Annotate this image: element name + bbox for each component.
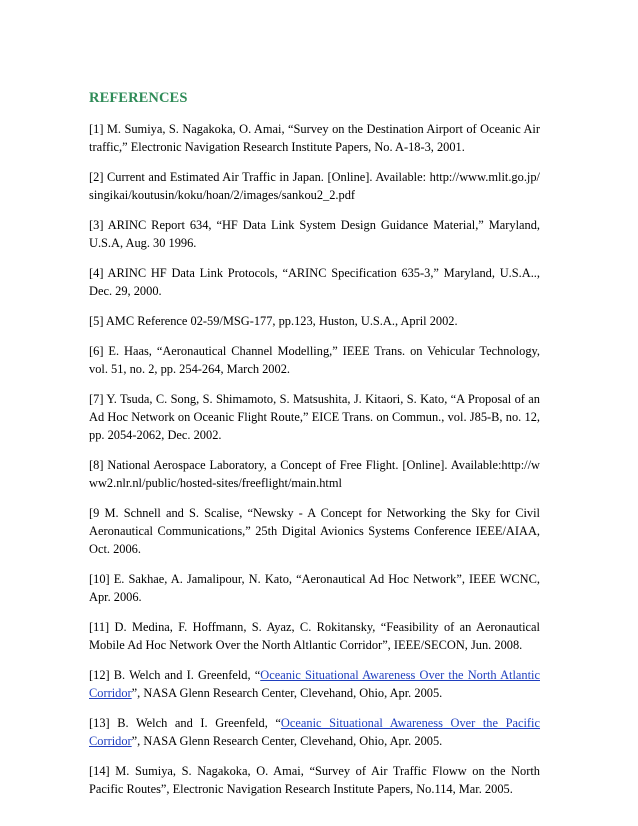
reference-6 xyxy=(89,342,540,378)
reference-4-text: [4] ARINC HF Data Link Protocols, “ARINC Specification 635-3,” Maryland, U.S.A.., Dec. 29, 2000. xyxy=(89,266,540,298)
reference-10 xyxy=(89,570,540,606)
reference-12-suffix: ”, NASA Glenn Research Center, Clevehand, Ohio, Apr. 2005. xyxy=(131,686,443,700)
reference-2-text: [2] Current and Estimated Air Traffic in Japan. [Online]. Available: xyxy=(89,170,430,184)
reference-12-text: [12] B. Welch and I. Greenfeld, “ xyxy=(89,668,261,682)
reference-13-link[interactable]: Oceanic Situational Awareness Over the Pacific Corridor xyxy=(89,716,541,748)
reference-14-text: [14] M. Sumiya, S. Nagakoka, O. Amai, “Survey of Air Traffic Floww on the North Pacific Routes”, Electronic Navigation Research Institute Papers, No.114, Mar. 2005. xyxy=(89,764,540,796)
references-heading: REFERENCES xyxy=(89,90,188,106)
reference-6-text: [6] E. Haas, “Aeronautical Channel Modelling,” IEEE Trans. on Vehicular Technology, vol. 51, no. 2, pp. 254-264, March 2002. xyxy=(89,344,540,376)
reference-11 xyxy=(89,618,540,654)
reference-13-text: [13] B. Welch and I. Greenfeld, “ xyxy=(89,716,281,730)
reference-9-text: [9 M. Schnell and S. Scalise, “Newsky - A Concept for Networking the Sky for Civil Aeronautical Communications,” 25th Digital Avionics Systems Conference IEEE/AIAA, Oct. 2006. xyxy=(89,506,540,556)
reference-1-text: [1] M. Sumiya, S. Nagakoka, O. Amai, “Survey on the Destination Airport of Oceanic Air traffic,” Electronic Navigation Research Institute Papers, No. A-18-3, 2001. xyxy=(89,122,540,154)
reference-5 xyxy=(89,312,540,330)
reference-13 xyxy=(89,714,540,750)
reference-12 xyxy=(89,666,540,702)
reference-7 xyxy=(89,390,540,444)
reference-10-text: [10] E. Sakhae, A. Jamalipour, N. Kato, “Aeronautical Ad Hoc Network”, IEEE WCNC, Apr. 2006. xyxy=(89,572,540,604)
reference-3 xyxy=(89,216,540,252)
reference-12-link[interactable]: Oceanic Situational Awareness Over the North Atlantic Corridor xyxy=(89,668,540,700)
reference-9 xyxy=(89,504,540,558)
reference-8-url: Available:http://www2.nlr.nl/public/hosted-sites/freeflight/main.html xyxy=(89,458,540,490)
reference-14 xyxy=(89,762,540,798)
reference-2 xyxy=(89,168,540,204)
reference-8-text: [8] National Aerospace Laboratory, a Concept of Free Flight. [Online]. xyxy=(89,458,451,472)
reference-list xyxy=(89,120,540,798)
reference-8 xyxy=(89,456,540,492)
reference-5-text: [5] AMC Reference 02-59/MSG-177, pp.123, Huston, U.S.A., April 2002. xyxy=(89,314,458,328)
reference-3-text: [3] ARINC Report 634, “HF Data Link System Design Guidance Material,” Maryland, U.S.A, Aug. 30 1996. xyxy=(89,218,540,250)
reference-13-suffix: ”, NASA Glenn Research Center, Clevehand, Ohio, Apr. 2005. xyxy=(131,734,443,748)
reference-4 xyxy=(89,264,540,300)
reference-11-text: [11] D. Medina, F. Hoffmann, S. Ayaz, C. Rokitansky, “Feasibility of an Aeronautical Mobile Ad Hoc Network Over the North Altlantic Corridor”, IEEE/SECON, Jun. 2008. xyxy=(89,620,540,652)
reference-7-text: [7] Y. Tsuda, C. Song, S. Shimamoto, S. Matsushita, J. Kitaori, S. Kato, “A Proposal of an Ad Hoc Network on Oceanic Flight Route,” EICE Trans. on Commun., vol. J85-B, no. 12, pp. 2054-2062, Dec. 2002. xyxy=(89,392,540,442)
reference-2-url: http://www.mlit.go.jp/singikai/koutusin/koku/hoan/2/images/sankou2_2.pdf xyxy=(89,170,540,202)
document-page xyxy=(89,89,540,810)
reference-1 xyxy=(89,120,540,156)
